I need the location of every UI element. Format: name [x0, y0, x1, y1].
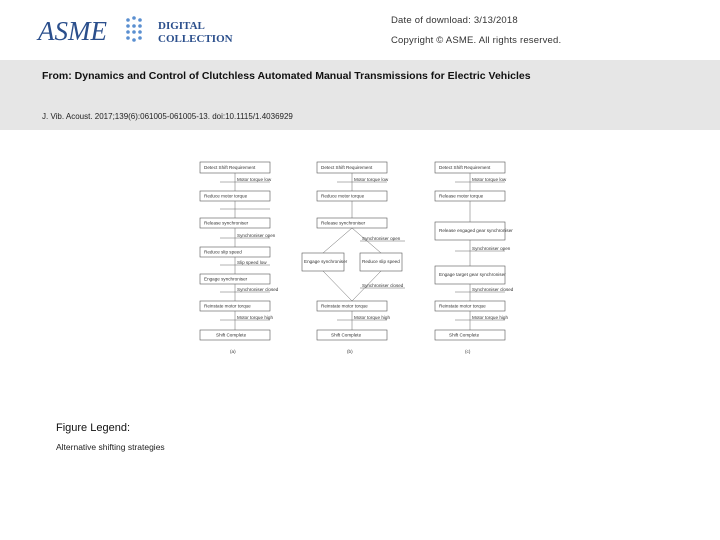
- a-cond-5: Motor torque high: [237, 315, 274, 320]
- a-box-5: Engage synchroniser: [204, 276, 248, 282]
- c-caption: (c): [465, 349, 471, 354]
- copyright-notice: Copyright © ASME. All rights reserved.: [391, 35, 562, 46]
- b-cond-3: Synchroniser closed: [362, 283, 404, 288]
- b-split-2: Reduce slip speed: [362, 259, 400, 264]
- c-box-6: Shift Complete: [449, 332, 480, 338]
- b-caption: (b): [347, 349, 353, 354]
- logo-sub-digital: DIGITAL: [158, 20, 205, 32]
- b-box-2: Reduce motor torque: [321, 193, 365, 199]
- b-cond-1: Motor torque low: [354, 177, 389, 182]
- flowchart-b: [302, 162, 405, 354]
- a-box-2: Reduce motor torque: [204, 193, 248, 199]
- download-date: Date of download: 3/13/2018: [391, 15, 518, 26]
- b-box-1: Detect Shift Requirement: [321, 165, 373, 170]
- b-cond-4: Motor torque high: [354, 315, 391, 320]
- c-box-1: Detect Shift Requirement: [439, 165, 491, 170]
- article-citation: J. Vib. Acoust. 2017;139(6):061005-061005-13. doi:10.1115/1.4036929: [42, 112, 293, 121]
- flowchart-a: [200, 162, 279, 354]
- a-cond-2: Synchroniser open: [237, 233, 276, 238]
- figure-legend-text: Alternative shifting strategies: [56, 442, 165, 452]
- logo-wordmark: ASME: [38, 16, 107, 46]
- a-box-6: Reinstate motor torque: [204, 303, 251, 309]
- b-box-3: Release synchroniser: [321, 220, 366, 226]
- article-title: From: Dynamics and Control of Clutchless Automated Manual Transmissions for Electric Vehicles: [42, 70, 531, 82]
- flowchart-c: [435, 162, 514, 354]
- b-cond-2: Synchroniser open: [362, 236, 401, 241]
- logo-sub-collection: COLLECTION: [158, 33, 233, 45]
- a-box-1: Detect Shift Requirement: [204, 165, 256, 170]
- a-cond-3: Slip speed low: [237, 260, 267, 265]
- a-cond-1: Motor torque low: [237, 177, 272, 182]
- a-box-7: Shift Complete: [216, 332, 247, 338]
- c-cond-3: Synchroniser closed: [472, 287, 514, 292]
- b-box-5: Shift Complete: [331, 332, 362, 338]
- figure-flowcharts: [190, 155, 535, 360]
- a-cond-4: Synchroniser closed: [237, 287, 279, 292]
- c-cond-4: Motor torque high: [472, 315, 509, 320]
- c-box-4: Engage target gear synchroniser: [439, 272, 506, 277]
- c-box-5: Reinstate motor torque: [439, 303, 486, 309]
- figure-legend-heading: Figure Legend:: [56, 422, 130, 434]
- c-cond-1: Motor torque low: [472, 177, 507, 182]
- c-cond-2: Synchroniser open: [472, 246, 511, 251]
- b-split-1: Engage synchroniser: [304, 259, 348, 264]
- c-box-2: Release motor torque: [439, 193, 484, 199]
- c-box-3: Release engaged gear synchroniser: [439, 228, 513, 233]
- a-caption: (a): [230, 349, 236, 354]
- asme-logo: [36, 12, 246, 52]
- a-box-3: Release synchroniser: [204, 220, 249, 226]
- a-box-4: Reduce slip speed: [204, 249, 242, 255]
- b-box-4: Reinstate motor torque: [321, 303, 368, 309]
- logo-dots: [126, 16, 142, 42]
